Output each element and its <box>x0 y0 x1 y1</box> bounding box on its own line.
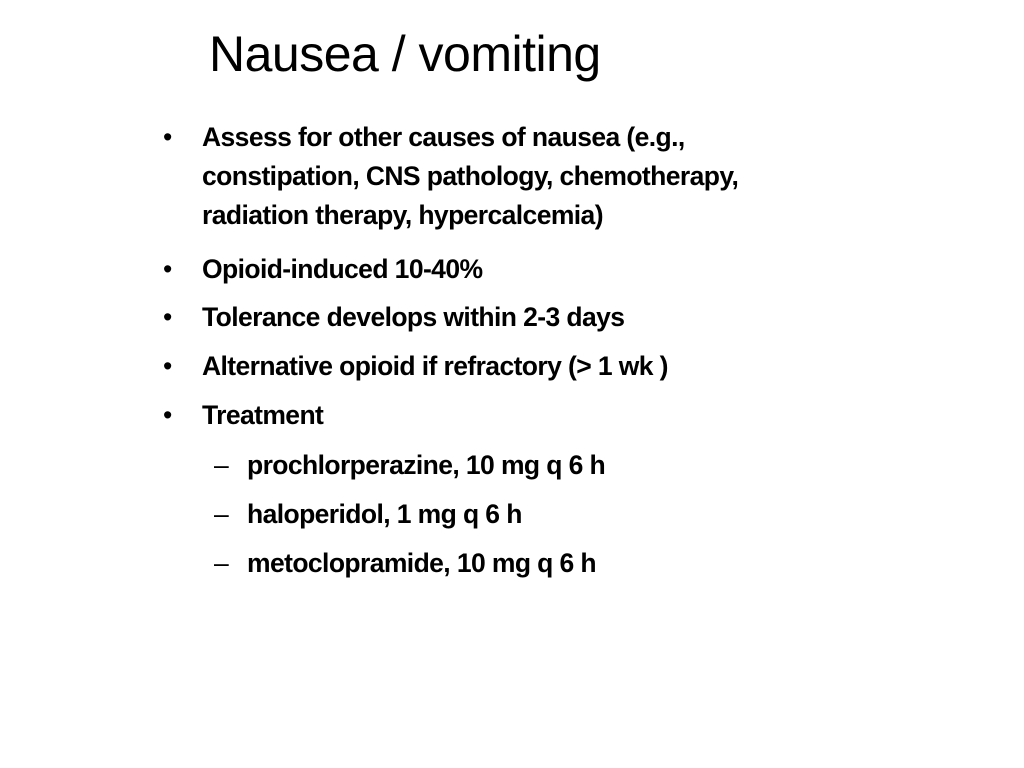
bullet-text: Treatment <box>202 400 324 430</box>
bullet-text-line: radiation therapy, hypercalcemia) <box>202 200 603 230</box>
bullet-marker: • <box>163 254 172 284</box>
sub-bullet-marker: – <box>214 450 229 480</box>
bullet-text: Alternative opioid if refractory (> 1 wk ) <box>202 351 668 381</box>
sub-bullet-marker: – <box>214 499 229 529</box>
sub-bullet-text: haloperidol, 1 mg q 6 h <box>247 499 522 529</box>
sub-bullet-text: prochlorperazine, 10 mg q 6 h <box>247 450 606 480</box>
bullet-marker: • <box>163 400 172 430</box>
bullet-text <box>202 118 738 235</box>
bullet-text-line: constipation, CNS pathology, chemotherapy, <box>202 161 739 191</box>
sub-bullet-text: metoclopramide, 10 mg q 6 h <box>247 548 597 578</box>
slide-title: Nausea / vomiting <box>209 26 601 82</box>
bullet-text: Tolerance develops within 2-3 days <box>202 302 625 332</box>
bullet-marker: • <box>163 122 172 152</box>
bullet-marker: • <box>163 302 172 332</box>
sub-bullet-marker: – <box>214 548 229 578</box>
bullet-marker: • <box>163 351 172 381</box>
bullet-text-line: Assess for other causes of nausea (e.g., <box>202 122 685 152</box>
bullet-text: Opioid-induced 10-40% <box>202 254 483 284</box>
